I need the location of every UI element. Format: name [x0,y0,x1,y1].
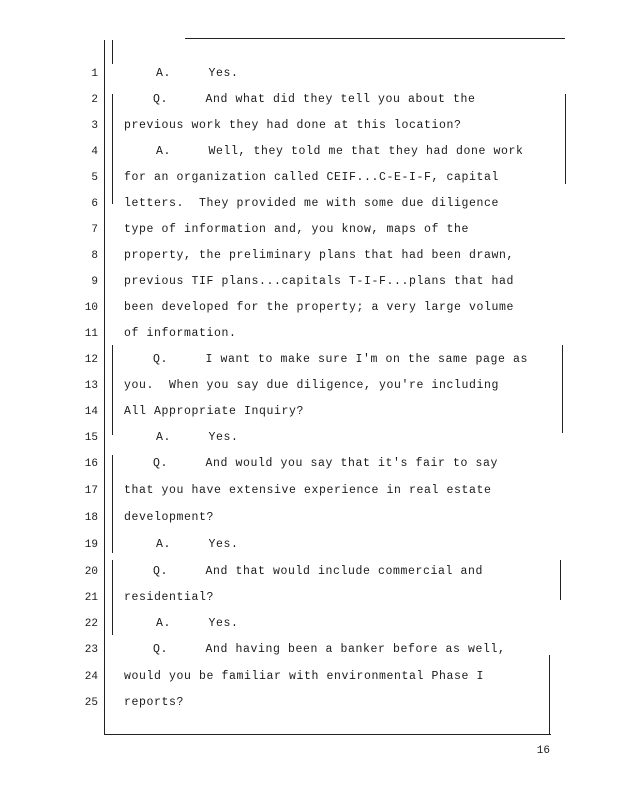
transcript-line: previous TIF plans...capitals T-I-F...plans that had [124,275,515,288]
line-number: 2 [91,94,98,106]
line-number: 17 [84,485,98,497]
transcript-line: you. When you say due diligence, you're including [124,379,500,392]
transcript-line: previous work they had done at this location? [124,119,462,132]
line-number: 1 [91,68,98,80]
revision-bar-right [549,655,550,735]
line-number: 18 [84,512,98,524]
transcript-line: A. Yes. [156,538,239,551]
line-number: 9 [91,276,98,288]
transcript-line: property, the preliminary plans that had been drawn, [124,249,515,262]
line-number: 10 [84,302,98,314]
transcript-line: Q. And having been a banker before as well, [153,643,506,656]
transcript-line: for an organization called CEIF...C-E-I-F, capital [124,171,500,184]
page-number: 16 [536,745,550,757]
line-number: 6 [91,198,98,210]
line-number: 21 [84,592,98,604]
transcript-line: of information. [124,327,237,340]
transcript-line: A. Yes. [156,617,239,630]
transcript-line: reports? [124,696,185,709]
bottom-rule [104,734,551,735]
transcript-line: development? [124,511,215,524]
transcript-line: Q. And would you say that it's fair to say [153,457,499,470]
line-number: 11 [84,328,98,340]
line-number: 13 [84,380,98,392]
line-number: 25 [84,697,98,709]
line-number: 22 [84,618,98,630]
line-number: 7 [91,224,98,236]
left-margin-rule [104,40,105,735]
line-number: 23 [84,644,98,656]
line-number: 14 [84,406,98,418]
transcript-line: Q. And what did they tell you about the [153,93,476,106]
revision-bar-left [112,560,113,635]
transcript-line: Q. And that would include commercial and [153,565,484,578]
top-stub-rule [112,40,113,64]
transcript-line: All Appropriate Inquiry? [124,405,305,418]
transcript-line: A. Yes. [156,431,239,444]
top-rule [185,38,565,39]
transcript-line: would you be familiar with environmental Phase I [124,670,485,683]
line-number: 19 [84,539,98,551]
line-number: 4 [91,146,98,158]
transcript-line: A. Yes. [156,67,239,80]
transcript-line: been developed for the property; a very large volume [124,301,515,314]
revision-bar-left [112,345,113,435]
line-number: 20 [84,566,98,578]
revision-bar-right [565,94,566,184]
line-number: 15 [84,432,98,444]
line-number: 16 [84,458,98,470]
transcript-line: letters. They provided me with some due diligence [124,197,500,210]
revision-bar-left [112,455,113,553]
transcript-line: A. Well, they told me that they had done work [156,145,524,158]
line-number: 24 [84,671,98,683]
line-number: 12 [84,354,98,366]
line-number: 8 [91,250,98,262]
revision-bar-left [112,94,113,204]
line-number: 3 [91,120,98,132]
transcript-line: residential? [124,591,215,604]
line-number: 5 [91,172,98,184]
transcript-line: Q. I want to make sure I'm on the same page as [153,353,529,366]
transcript-line: that you have extensive experience in real estate [124,484,492,497]
transcript-line: type of information and, you know, maps of the [124,223,470,236]
